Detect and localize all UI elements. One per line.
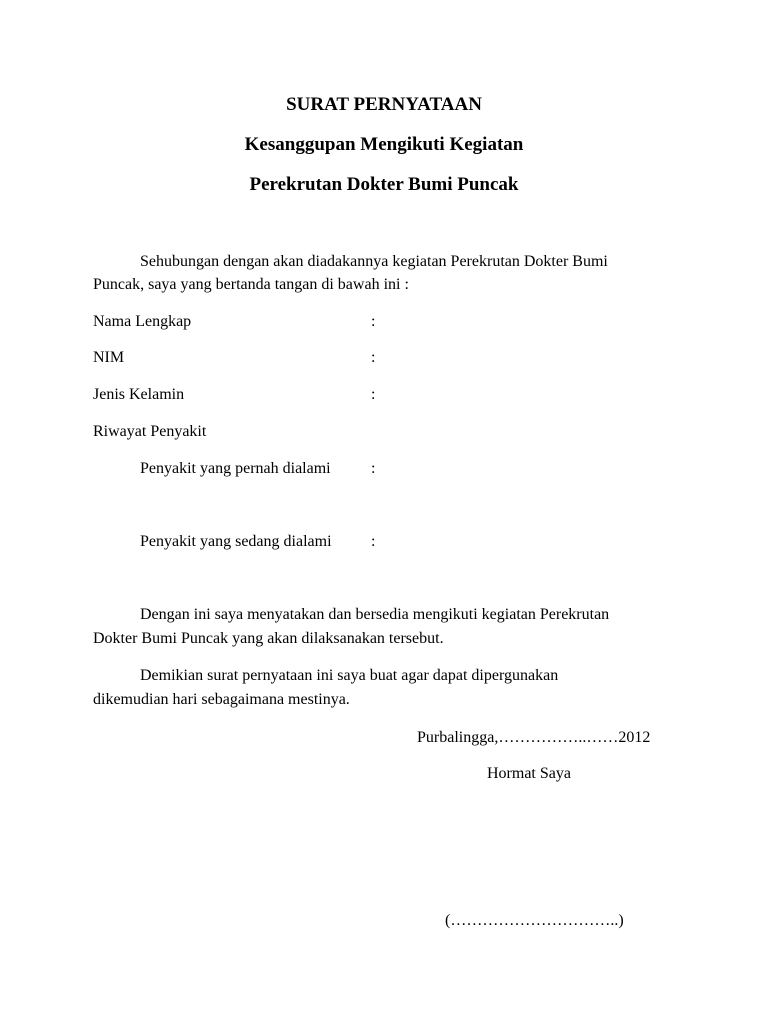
- intro-line-2: Puncak, saya yang bertanda tangan di bawah ini :: [93, 276, 409, 293]
- name-label: Nama Lengkap: [93, 313, 192, 330]
- name-separator: :: [371, 313, 376, 330]
- intro-line-1: Sehubungan dengan akan diadakannya kegiatan Perekrutan Dokter Bumi: [140, 253, 608, 270]
- history-label: Riwayat Penyakit: [93, 423, 207, 440]
- statement-line-1: Dengan ini saya menyatakan dan bersedia mengikuti kegiatan Perekrutan: [140, 606, 610, 623]
- document-subtitle-1: Kesanggupan Mengikuti Kegiatan: [244, 134, 524, 155]
- current-illness-separator: :: [371, 533, 376, 550]
- signature-name-placeholder: (…………………………..): [445, 912, 624, 929]
- nim-label: NIM: [93, 349, 125, 366]
- past-illness-separator: :: [371, 460, 376, 477]
- place-date: Purbalingga,……………..……2012: [417, 729, 651, 746]
- gender-label: Jenis Kelamin: [93, 386, 185, 403]
- past-illness-label: Penyakit yang pernah dialami: [140, 460, 331, 477]
- nim-separator: :: [371, 349, 376, 366]
- document-title: SURAT PERNYATAAN: [286, 94, 482, 115]
- closing-line-1: Demikian surat pernyataan ini saya buat agar dapat dipergunakan: [140, 667, 559, 684]
- current-illness-label: Penyakit yang sedang dialami: [140, 533, 332, 550]
- closing-line-2: dikemudian hari sebagaimana mestinya.: [93, 691, 350, 708]
- statement-line-2: Dokter Bumi Puncak yang akan dilaksanakan tersebut.: [93, 630, 444, 647]
- regards: Hormat Saya: [487, 765, 571, 782]
- document-subtitle-2: Perekrutan Dokter Bumi Puncak: [249, 174, 519, 195]
- gender-separator: :: [371, 386, 376, 403]
